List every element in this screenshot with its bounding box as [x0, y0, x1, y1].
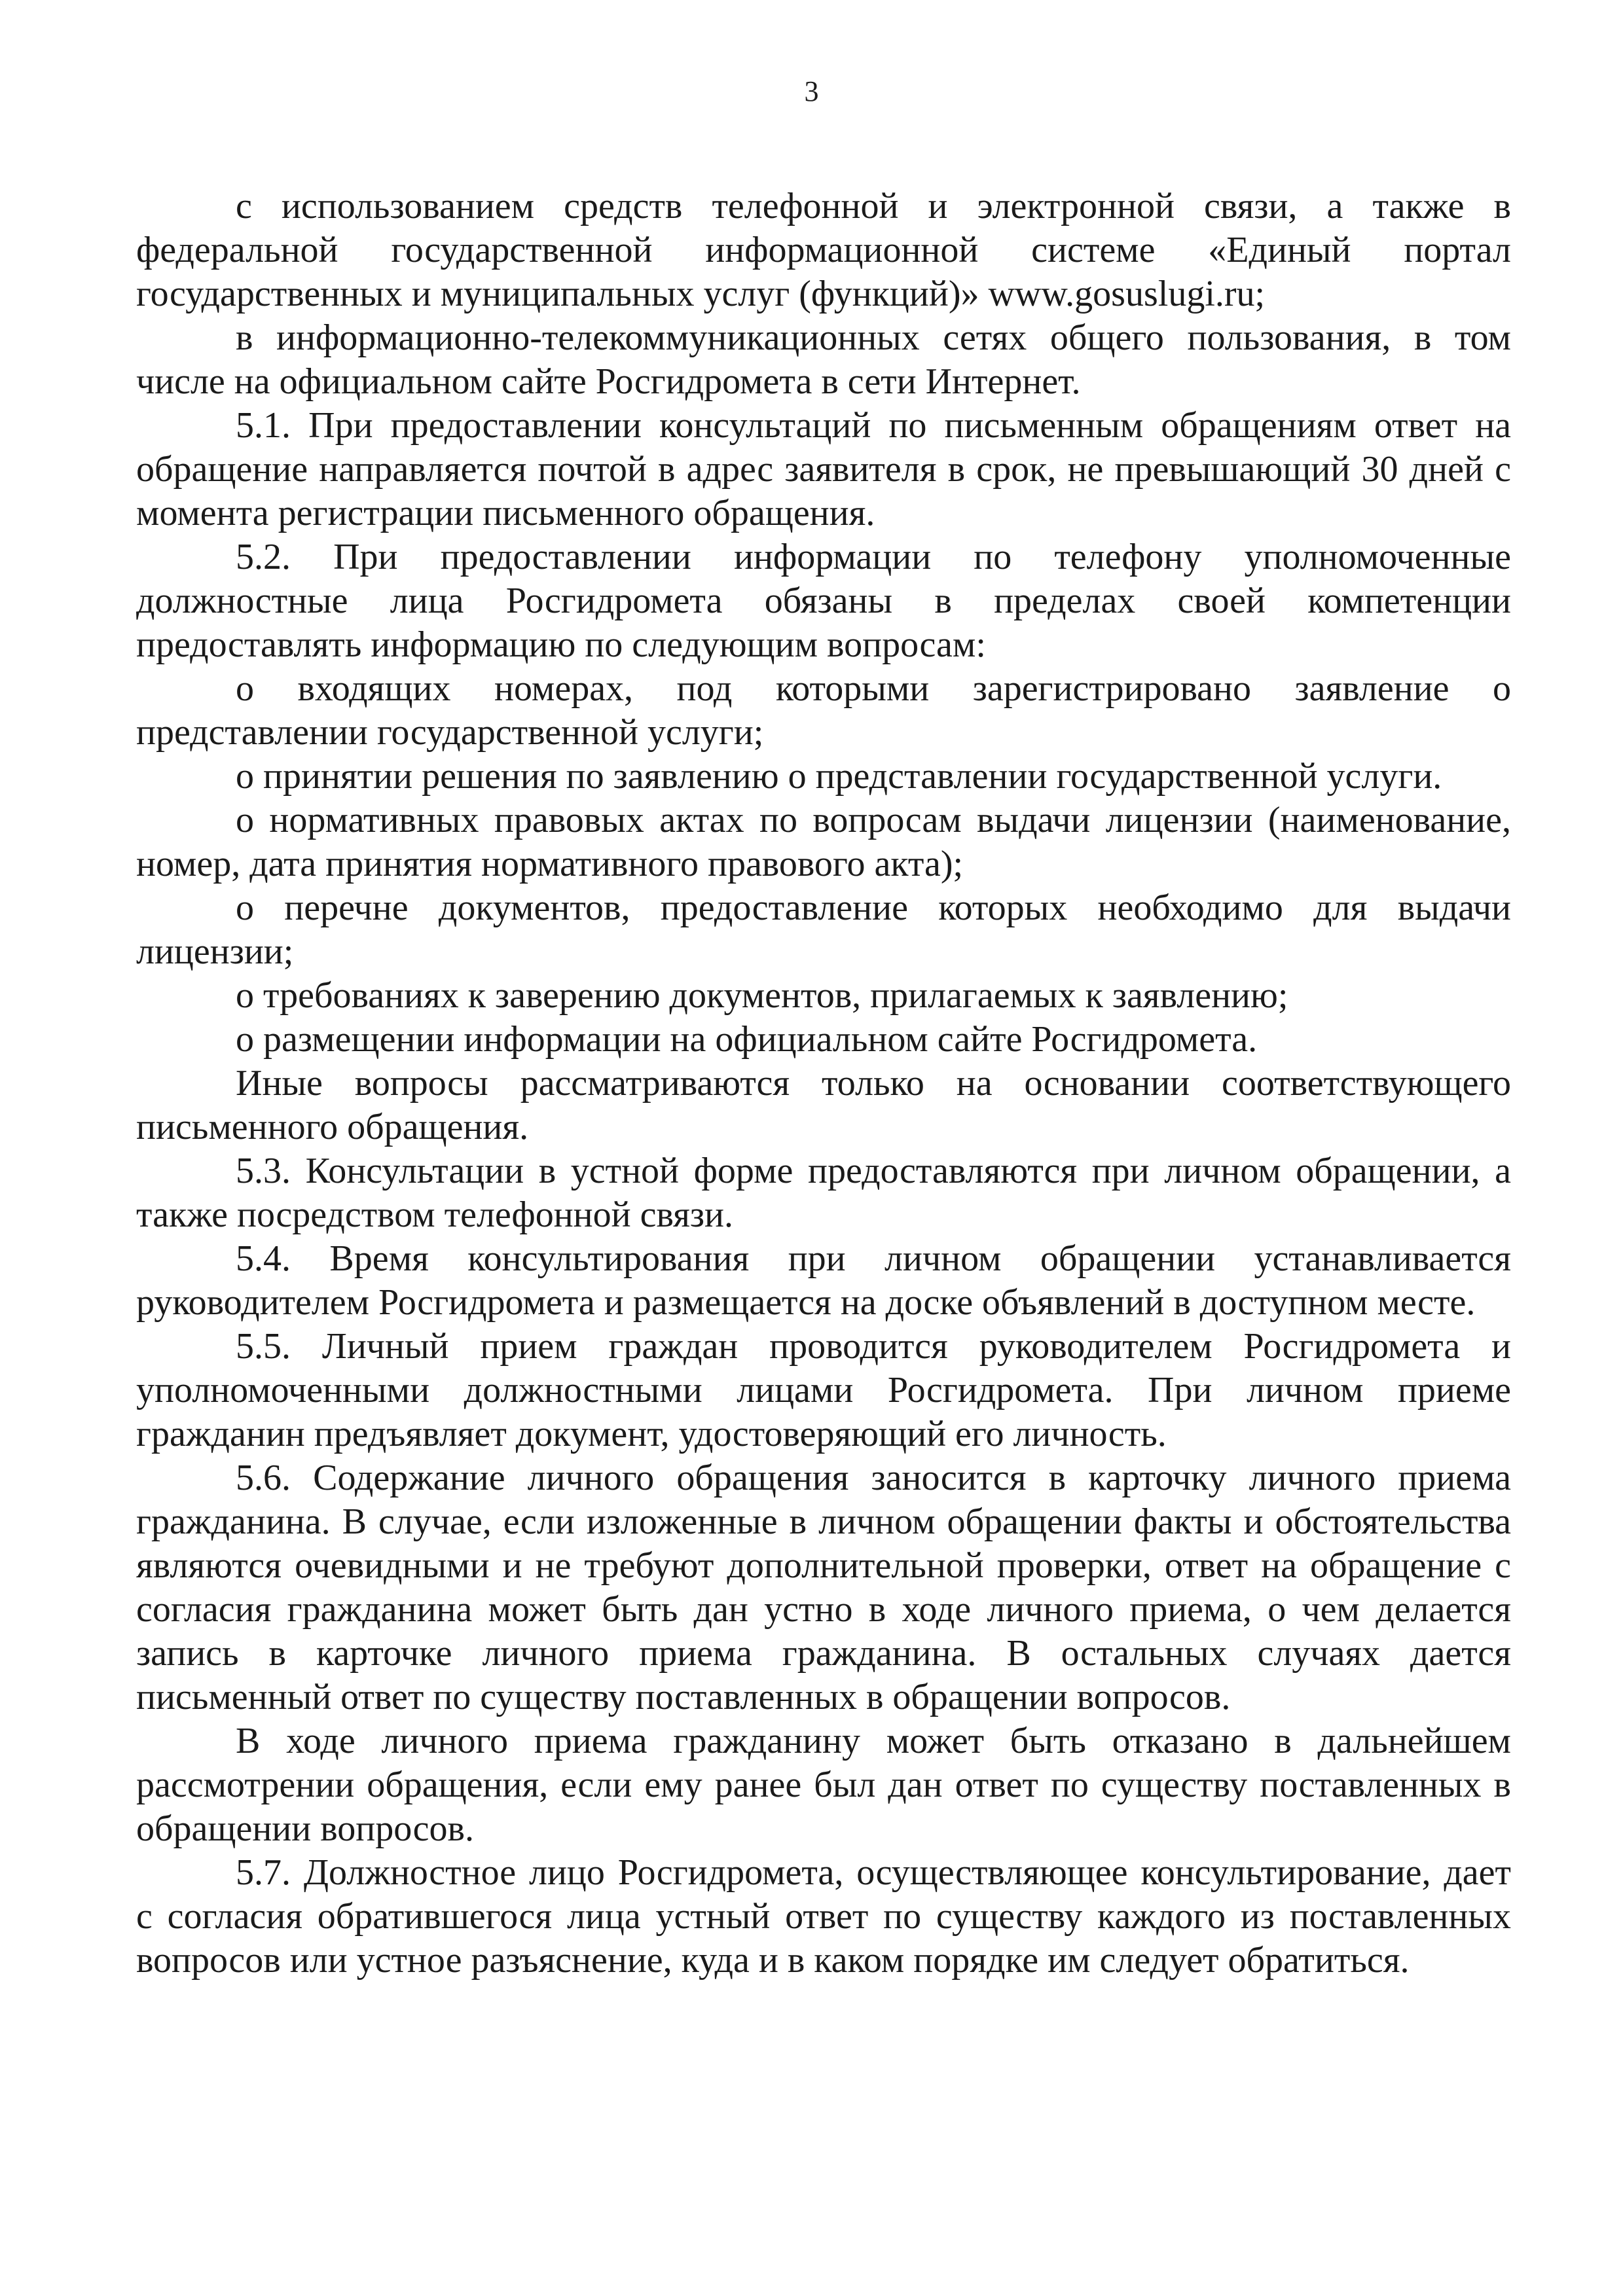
- paragraph-5-4: 5.4. Время консультирования при личном обращении устанавливается руководителем Росгидромета и размещается на доске объявлений в доступном месте.: [136, 1238, 1512, 1323]
- document-body: [136, 185, 1511, 1982]
- clause-number: 5.3.: [236, 1151, 291, 1191]
- clause-number: 5.7.: [236, 1852, 291, 1893]
- clause-number: 5.5.: [236, 1326, 291, 1367]
- paragraph-5-2: 5.2. При предоставлении информации по телефону уполномоченные должностные лица Росгидромета обязаны в пределах своей компетенции предоставлять информацию по следующим вопросам:: [136, 537, 1512, 665]
- paragraph-5-6: 5.6. Содержание личного обращения заносится в карточку личного приема гражданина. В случае, если изложенные в личном обращении факты и обстоятельства являются очевидными и не требуют дополнительной проверки, ответ на обращение с согласия гражданина может быть дан устно в ходе личного приема, о чем делается запись в карточке личного приема гражданина. В остальных случаях дается письменный ответ по существу поставленных в обращении вопросов.: [136, 1458, 1512, 1717]
- paragraph-5-1: 5.1. При предоставлении консультаций по письменным обращениям ответ на обращение направляется почтой в адрес заявителя в срок, не превышающий 30 дней с момента регистрации письменного обращения.: [136, 405, 1512, 533]
- clause-number: 5.1.: [236, 405, 291, 446]
- list-item-legal-acts: о нормативных правовых актах по вопросам выдачи лицензии (наименование, номер, дата принятия нормативного правового акта);: [136, 800, 1511, 884]
- clause-number: 5.2.: [236, 537, 291, 577]
- list-item-decision: о принятии решения по заявлению о представлении государственной услуги.: [236, 756, 1442, 797]
- paragraph-5-3: 5.3. Консультации в устной форме предоставляются при личном обращении, а также посредством телефонной связи.: [136, 1151, 1512, 1235]
- page-number: 3: [804, 75, 819, 107]
- clause-number: 5.4.: [236, 1238, 291, 1279]
- list-item-website: о размещении информации на официальном сайте Росгидромета.: [236, 1019, 1258, 1060]
- paragraph-5-5: 5.5. Личный прием граждан проводится руководителем Росгидромета и уполномоченными должностными лицами Росгидромета. При личном приеме гражданин предъявляет документ, удостоверяющий его личность.: [136, 1326, 1511, 1454]
- paragraph-5-7: 5.7. Должностное лицо Росгидромета, осуществляющее консультирование, дает с согласия обратившегося лица устный ответ по существу каждого из поставленных вопросов или устное разъяснение, куда и в каком порядке им следует обратиться.: [136, 1852, 1511, 1981]
- paragraph-intro-2: в информационно-телекоммуникационных сетях общего пользования, в том числе на официальном сайте Росгидромета в сети Интернет.: [136, 317, 1511, 402]
- clause-number: 5.6.: [236, 1458, 291, 1498]
- paragraph-other-questions: Иные вопросы рассматриваются только на основании соответствующего письменного обращения.: [136, 1063, 1511, 1147]
- list-item-incoming-numbers: о входящих номерах, под которыми зарегистрировано заявление о представлении государственной услуги;: [136, 668, 1511, 753]
- list-item-documents: о перечне документов, предоставление которых необходимо для выдачи лицензии;: [136, 888, 1511, 972]
- paragraph-intro-1: с использованием средств телефонной и электронной связи, а также в федеральной государственной информационной системе «Единый портал государственных и муниципальных услуг (функций)» www.gosuslugi.ru;: [136, 186, 1511, 314]
- paragraph-refusal: В ходе личного приема гражданину может быть отказано в дальнейшем рассмотрении обращения, если ему ранее был дан ответ по существу поставленных в обращении вопросов.: [136, 1721, 1511, 1849]
- list-item-certification: о требованиях к заверению документов, прилагаемых к заявлению;: [236, 975, 1288, 1016]
